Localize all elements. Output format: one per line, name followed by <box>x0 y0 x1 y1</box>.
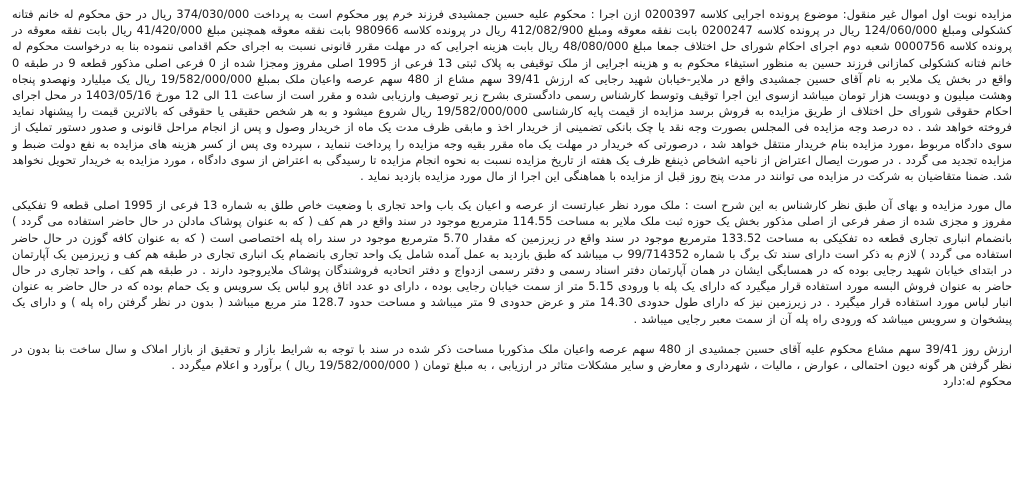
paragraph-spacer <box>12 184 1012 197</box>
notice-paragraph-property-description: مال مورد مزایده و بهای آن طبق نظر کارشناس به این شرح است : ملک مورد نظر عبارتست از عرصه و اعیان یک باب واحد تجاری با وضعیت خاص طلق به شماره 13 فرعی از 1995 اصلی قطعه 9 تفکیکی مفروز و مجزی شده از صفر فرعی از اصلی مذکور بخش یک حوزه ثبت ملک ملایر به مساحت 114.55 مترمربع موجود در سند واقع در هم کف ( که به عنوان پوشاک مادلن در حال حاضر استفاده می گردد ) بانضمام انباری تجاری قطعه ده تفکیکی به مساحت 133.52 مترمربع موجود در سند واقع در زیرزمین که مقدار 5.70 مترمربع موجود در سند راه پله اختصاصی است ( که به عنوان کافه گوزن در حال حاضر استفاده می گردد ) لازم به ذکر است دارای سند تک برگ با شماره 99/714352 ب میباشد که طبق بازدید به عمل آمده شامل یک واحد تجاری بانضمام یک انباری تجاری در طبقه هم کف و زیرزمین یک آپارتمان در ابتدای خیابان شهید رجایی بوده که در همسایگی ایشان در همان آپارتمان دفتر اسناد رسمی و دفتر رسمی ازدواج و دفتر اتحادیه فروشندگان پوشاک ملایروجود دارند . در طبقه هم کف ، واحد تجاری در حال حاضر به عنوان فروش البسه مورد استفاده قرار میگیرد که دارای یک پله با ورودی 5.15 متر از سمت خیابان رجایی بوده ، دارای دو عدد اتاق پرو لباس یک سرویس و یک حمام بوده که در حال حاضر به عنوان انبار لباس مورد استفاده قرار میگیرد . در زیرزمین نیز که دارای طول حدودی 14.30 متر و عرض حدودی 9 متر میباشد و مساحت حدود 128.7 متر مربع میباشد ( بدون در نظر گرفتن راه پله ) و دارای یک پیشخوان و سرویس میباشد که ورودی راه پله آن از سمت معبر رجایی میباشد . <box>12 198 1013 326</box>
paragraph-spacer <box>12 327 1012 341</box>
notice-paragraph-valuation: ارزش روز 39/41 سهم مشاع محکوم علیه آقای حسین جمشیدی از 480 سهم عرصه واعیان ملک مذکوربا مساحت ذکر شده در سند با توجه به شرایط بازار و تحقیق از بازار املاک و سال ساخت بنا بدون در نظر گرفتن هر گونه دیون احتمالی ، عوارض ، مالیات ، شهرداری و معارض و سایر مشکلات متاثر در ارزیابی ، به مبلغ تومان ( 19/582/000/000 ریال ) برآورد و اعلام میگردد . <box>12 341 1012 373</box>
notice-signature-line: محکوم له:دارد <box>942 374 1012 389</box>
notice-paragraph-case-details: مزایده نوبت اول اموال غیر منقول: موضوع پرونده اجرایی کلاسه 0200397 ازن اجرا : محکوم علیه حسین جمشیدی فرزند خرم پور محکوم است به پرداخت 374/030/000 ریال در حق محکوم له خانم فتانه کشکولی ومبلغ 124/060/000 ریال در پرونده کلاسه 0200247 بابت نفقه معوقه ومبلغ 412/082/900 ریال در پرونده کلاسه 980966 بابت نفقه معوقه همچنین مبلغ 41/420/000 ریال بابت نفقه معوقه در پرونده کلاسه 0000756 شعبه دوم اجرای احکام شورای حل اختلاف جمعا مبلغ 48/080/000 ریال بابت هزینه اجرایی که در مهلت مقرر قانونی نسبت به اجرای حکم اقدامی ننموده بنا به درخواست محکوم له خانم فتانه کشکولی کمازانی فرزند حسین به منظور استیفاء محکوم به و هزینه اجرایی از ملک توقیفی به پلاک ثبتی 13 فرعی از 1995 اصلی مفروز ومجزا شده از 0 فرعی اصلی مذکور قطعه 9 در طبقه 0 واقع در بخش یک ملایر به نام آقای حسین جمشیدی واقع در ملایر-خیابان شهید رجایی که ارزش 39/41 سهم مشاع از 480 سهم عرصه واعیان ملک بمبلغ 19/582/000/000 ریال یک میلیارد ونهصدو پنجاه وهشت میلیون و دویست هزار تومان میباشد ازسوی این اجرا توقیف وتوسط کارشناس رسمی دادگستری بشرح زیر توصیف وارزیابی شده و مقرر است از ساعت 11 الی 12 مورخ 1403/05/16 در محل اجرای احکام حقوقی شورای حل اختلاف از طریق مزایده به فروش برسد مزایده از قیمت پایه کارشناسی 19/582/000/000 ریال شروع میشود و به هر شخص حقیقی یا حقوقی که بالاترین قیمت را پیشنهاد نماید فروخته خواهد شد . ده درصد وجه مزایده فی المجلس بصورت وجه نقد یا چک بانکی تضمینی از خریدار اخذ و مابقی ظرف مدت یک ماه از خریدار وصول و پس از انجام مراحل قانونی و صدور دستور تملیک از سوی دادگاه مربوط ،مورد مزایده بنام خریدار منتقل خواهد شد ، درصورتی که خریدار در مهلت یک ماه مقرر بقیه وجه مزایده را پرداخت ننماید ، سپرده وی پس از کسر هزینه های مزایده به نفع دولت ضبط و مزایده تجدید می گردد . در صورت ایصال اعتراض از ناحیه اشخاص ذینفع ظرف یک هفته از تاریخ مزایده نسبت به نحوه انجام مزایده تا رسیدگی به اعتراض از سوی دادگاه ، مورد مزایده به خریدار تحویل نخواهد شد. ضمنا متقاضیان به شرکت در مزایده می توانند در مدت پنج روز قبل از مزایده با هماهنگی این اجرا از مال مورد مزایده بازدید نماید . <box>12 7 1012 184</box>
